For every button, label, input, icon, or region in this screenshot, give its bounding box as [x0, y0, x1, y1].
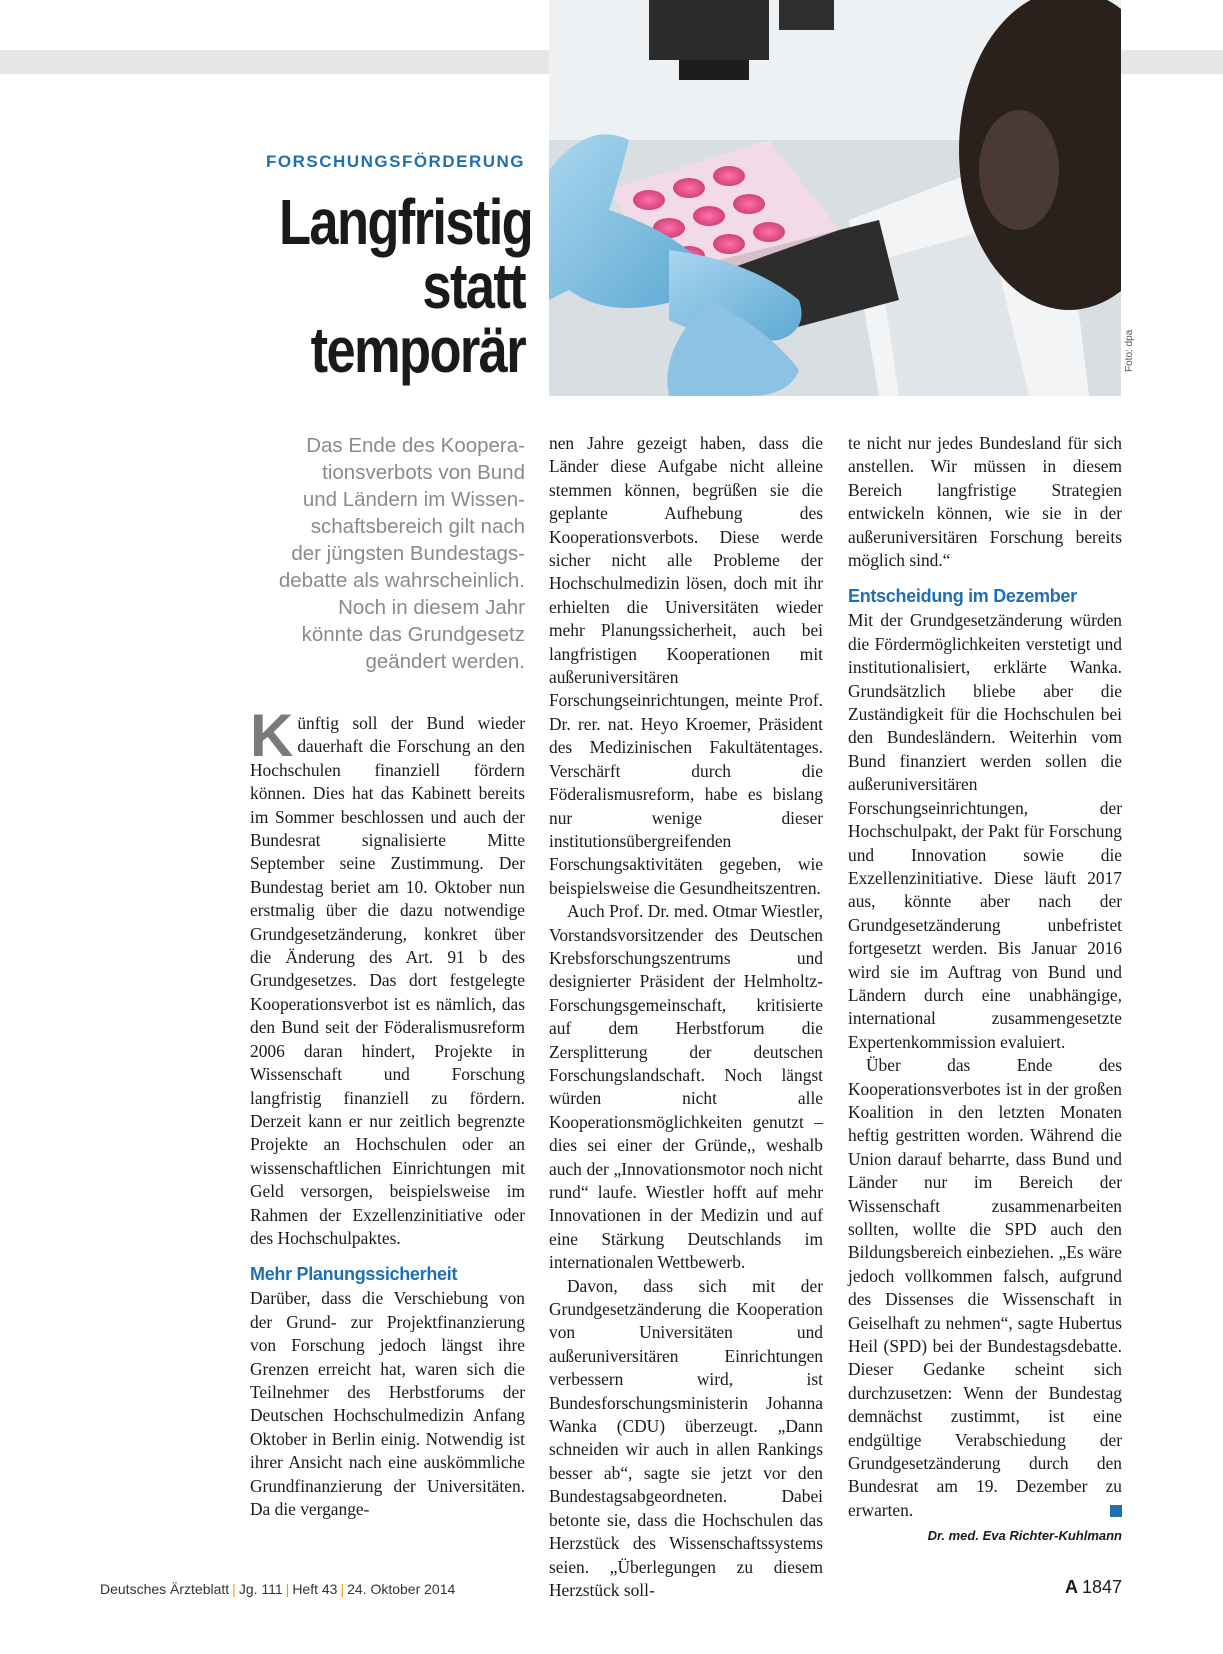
intro-line: debatte als wahrscheinlich. — [278, 569, 525, 592]
lab-photo-illustration — [549, 0, 1121, 396]
paragraph: Mit der Grundgesetzänderung würden die Fördermöglichkeiten verstetigt und institutionalisiert, erklärte Wanka. Grundsätzlich bliebe aber die Zuständigkeit für die Hochschulen bei den Bundesländern. Weiterhin vom Bund finanziert werden sollen die außeruniversitären Forschungseinrichtungen, der Hochschulpakt, der Pakt für Forschung und Innovation sowie die Exzellenzinitiative. Diese läuft 2017 aus, könnte aber nach der Grundgesetzänderung unbefristet fortgesetzt werden. Bis Januar 2016 wird sie im Auftrag von Bund und Ländern durch eine unabhängige, international zusammengesetzte Expertenkommission evaluiert. — [848, 610, 1122, 1052]
paragraph: Auch Prof. Dr. med. Otmar Wiestler, Vorstandsvorsitzender des Deutschen Krebsforschungszentrums und designierter Präsident der Helmholtz-Forschungsgemeinschaft, kritisierte auf dem Herbstforum die Zersplitterung der deutschen Forschungslandschaft. Noch längst würden nicht alle Kooperationsmöglichkeiten genutzt – dies sei einer der Gründe,, weshalb auch der „Innovationsmotor noch nicht rund“ laufe. Wiestler hofft auf mehr Innovationen in der Medizin und auf eine Stärkung Deutschlands im internationalen Wettbewerb. — [549, 901, 823, 1273]
subheading: Entscheidung im Dezember — [848, 586, 1077, 607]
headline-line-2: statt — [422, 250, 525, 322]
page-prefix: A — [1064, 1577, 1078, 1597]
paragraph-text: ünftig soll der Bund wieder dauerhaft die Forschung an den Hochschulen finanziell fördern können. Dies hat das Kabinett bereits im Sommer beschlossen und auch der Bundesrat signalisierte Mitte September seine Zustimmung. Der Bundestag beriet am 10. Oktober nun erstmalig über die dazu notwendige Grundgesetzänderung, konkret über die Änderung des Art. 91 b des Grundgesetzes. Das dort festgelegte Kooperationsverbot ist es nämlich, das den Bund seit der Föderalismusreform 2006 daran hindert, Projekte in Wissenschaft und Forschung langfristig finanziell zu fördern. Derzeit kann er nur zeitlich begrenzte Projekte an Hochschulen oder an wissenschaftlichen Einrichtungen mit Geld versorgen, beispielsweise im Rahmen der Exzellenzinitiative oder des Hochschulpaktes. — [250, 713, 525, 1248]
paragraph — [250, 702, 525, 1250]
headline-line-1: Langfristig — [279, 186, 533, 258]
intro-line: Noch in diesem Jahr — [338, 596, 525, 619]
paragraph-text: Über das Ende des Kooperationsverbotes ist in der großen Koalition in den letzten Monaten heftig gestritten worden. Während die Union darauf beharrte, dass Bund und Länder nur im Bereich der Wissenschaft zusammenarbeiten sollten, wollte die SPD auch den Bildungsbereich einbeziehen. „Es wäre jedoch vollkommen falsch, aufgrund des Dissenses die Wissenschaft in Geiselhaft zu nehmen“, sagte Hubertus Heil (SPD) bei der Bundestagsdebatte. Dieser Gedanke scheint sich durchzusetzen: Wenn der Bundestag demnächst zustimmt, ist eine endgültige Verabschiedung der Grundgesetzänderung durch den Bundesrat am 19. Dezember zu erwarten. — [848, 1055, 1122, 1520]
headline — [279, 186, 533, 386]
intro-line: geändert werden. — [365, 650, 525, 673]
paragraph: nen Jahre gezeigt haben, dass die Länder diese Aufgabe nicht alleine stemmen können, begrüßen sie die geplante Aufhebung des Kooperationsverbots. Diese werde sicher nicht alle Probleme der Hochschulmedizin lösen, doch mit ihr erhielten die Universitäten wieder mehr Planungssicherheit, auch bei langfristigen Kooperationen mit außeruniversitären Forschungseinrichtungen, meinte Prof. Dr. rer. nat. Heyo Kroemer, Präsident des Medizinischen Fakultätentages. Verschärft durch die Föderalismusreform, habe es bislang nur wenige dieser institutionsübergreifenden Forschungsaktivitäten gegeben, wie beispielsweise die Gesundheitszentren. — [549, 433, 823, 898]
issue-date: 24. Oktober 2014 — [347, 1581, 456, 1597]
separator: | — [340, 1581, 345, 1597]
issue: Heft 43 — [292, 1581, 338, 1597]
kicker: FORSCHUNGSFÖRDERUNG — [266, 152, 525, 171]
intro-teaser — [225, 432, 525, 675]
intro-line: der jüngsten Bundestags- — [291, 542, 525, 565]
footer — [100, 1581, 455, 1597]
photo-credit: Foto: dpa — [1124, 329, 1135, 372]
paragraph: Darüber, dass die Verschiebung von der Grund- zur Projektfinanzierung von Forschung jedoch längst ihre Grenzen erreicht hat, waren sich die Teilnehmer des Herbstforums der Deutschen Hochschulmedizin Anfang Oktober in Berlin einig. Notwendig ist ihrer Ansicht nach eine auskömmliche Grundfinanzierung der Universitäten. Da die vergange- — [250, 1288, 525, 1519]
intro-line: tionsverbots von Bund — [322, 461, 525, 484]
intro-line: schaftsbereich gilt nach — [310, 515, 525, 538]
author: Dr. med. Eva Richter-Kuhlmann — [927, 1528, 1122, 1544]
intro-line: und Ländern im Wissen- — [302, 488, 525, 511]
headline-line-3: temporär — [310, 314, 525, 386]
paragraph: Davon, dass sich mit der Grundgesetzänderung die Kooperation von Universitäten und außeruniversitären Einrichtungen verbessern wird, ist Bundesforschungsministerin Johanna Wanka (CDU) überzeugt. „Dann schneiden wir auch in allen Rankings besser ab“, sagte sie jetzt vor den Bundestagsabgeordneten. Dabei betonte sie, dass die Hochschulen das Herzstück des Wissenschaftssystems seien. „Überlegungen zu diesem Herzstück soll- — [549, 1275, 823, 1600]
volume: Jg. 111 — [238, 1581, 283, 1597]
page-number — [1065, 1577, 1122, 1598]
paragraph: te nicht nur jedes Bundesland für sich anstellen. Wir müssen in diesem Bereich langfristige Strategien entwickeln können, wie sie in der außeruniversitären Forschung bereits möglich sind.“ — [848, 433, 1122, 571]
article-column-3 — [848, 432, 1122, 1548]
lab-photo — [549, 0, 1121, 396]
separator: | — [232, 1581, 236, 1597]
paragraph — [848, 1054, 1122, 1522]
dropcap: K — [250, 702, 294, 769]
journal-name: Deutsches Ärzteblatt — [100, 1581, 230, 1597]
article-column-2 — [549, 432, 823, 1602]
intro-line: könnte das Grundgesetz — [301, 623, 525, 646]
separator: | — [285, 1581, 290, 1597]
article-column-1 — [250, 702, 525, 1521]
subheading: Mehr Planungssicherheit — [250, 1264, 458, 1285]
page-value: 1847 — [1081, 1577, 1122, 1597]
intro-line: Das Ende des Koopera- — [306, 434, 525, 457]
end-mark-icon — [1110, 1505, 1122, 1517]
